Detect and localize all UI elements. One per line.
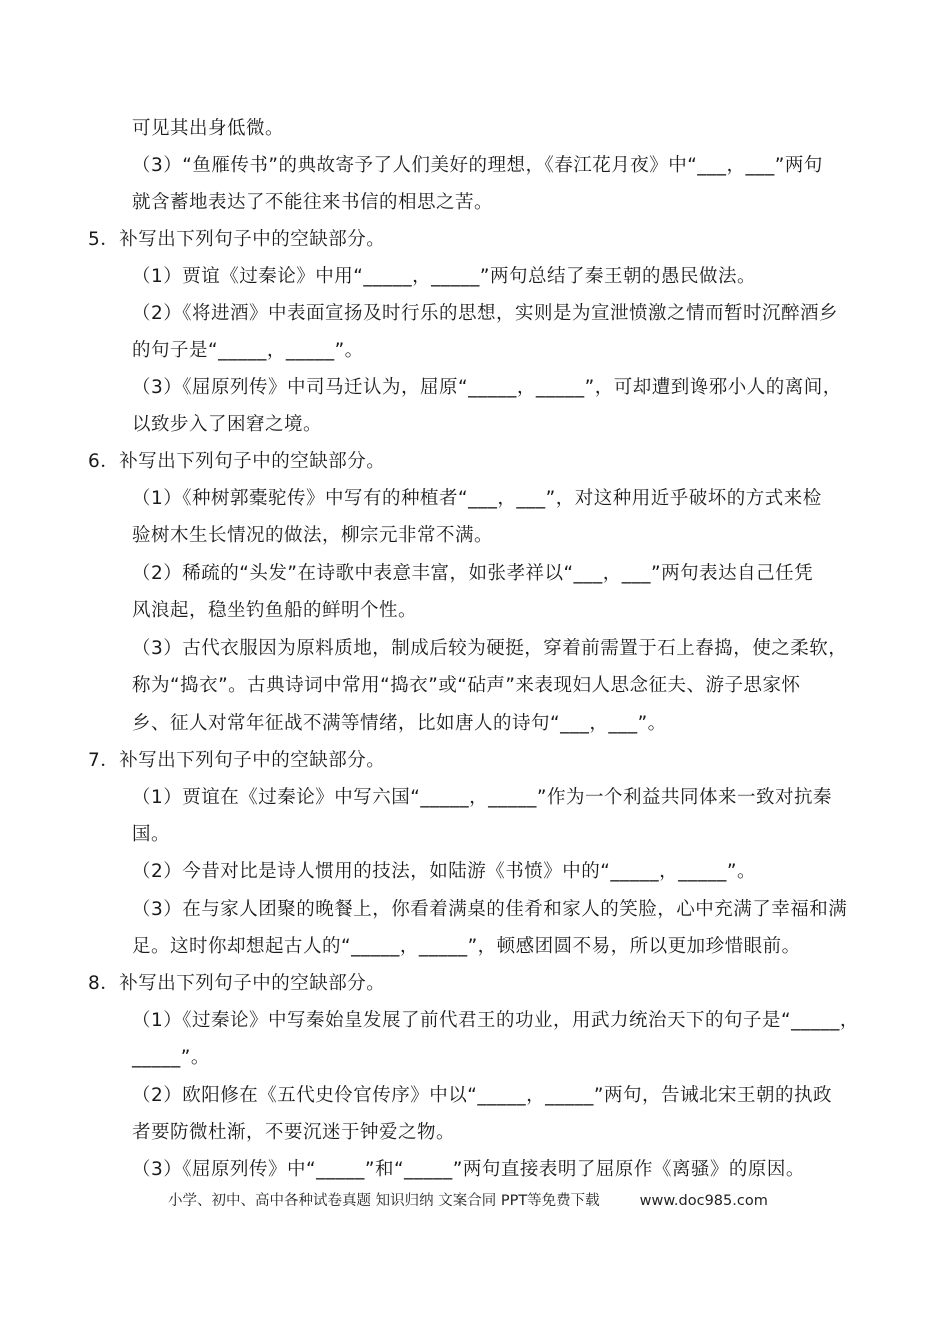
- text-line: （2）《将进酒》中表面宣扬及时行乐的思想，实则是为宣泄愤激之情而暂时沉醉酒乡: [132, 303, 839, 324]
- text-line: （3）《屈原列传》中司马迁认为，屈原“_____，_____”，可却遭到谗邪小人的离间，: [132, 377, 842, 398]
- text-line: （3）《屈原列传》中“_____”和“_____”两句直接表明了屈原作《离骚》的原因。: [132, 1159, 805, 1180]
- text-line: 就含蓄地表达了不能往来书信的相思之苦。: [132, 192, 494, 213]
- text-line: （2）今昔对比是诗人惯用的技法，如陆游《书愤》中的“_____，_____”。: [132, 861, 756, 882]
- text-line: 足。这时你却想起古人的“_____，_____”，顿感团圆不易，所以更加珍惜眼前。: [132, 936, 801, 957]
- question-heading: 5．补写出下列句子中的空缺部分。: [88, 229, 386, 250]
- text-line: （3）在与家人团聚的晚餐上，你看着满桌的佳肴和家人的笑脸，心中充满了幸福和满: [132, 899, 848, 920]
- footer-text: 小学、初中、高中各种试卷真题 知识归纳 文案合同 PPT等免费下载: [168, 1193, 600, 1209]
- text-line: 以致步入了困窘之境。: [132, 414, 323, 435]
- text-line: 者要防微杜渐，不要沉迷于钟爱之物。: [132, 1122, 456, 1143]
- text-line: 可见其出身低微。: [132, 118, 285, 139]
- text-line: 验树木生长情况的做法，柳宗元非常不满。: [132, 525, 494, 546]
- text-line: （3）古代衣服因为原料质地，制成后较为硬挺，穿着前需置于石上舂捣，使之柔软，: [132, 638, 848, 659]
- text-line: 称为“捣衣”。古典诗词中常用“捣衣”或“砧声”来表现妇人思念征夫、游子思家怀: [132, 675, 801, 696]
- text-line: （2）稀疏的“头发”在诗歌中表意丰富，如张孝祥以“___，___”两句表达自己任凭: [132, 563, 814, 584]
- question-heading: 7．补写出下列句子中的空缺部分。: [88, 750, 386, 771]
- text-line: 的句子是“_____，_____”。: [132, 340, 364, 361]
- page-footer: [168, 1190, 768, 1212]
- text-line: （3）“鱼雁传书”的典故寄予了人们美好的理想，《春江花月夜》中“___，___”两句: [132, 155, 823, 176]
- text-line: （1）《过秦论》中写秦始皇发展了前代君王的功业，用武力统治天下的句子是“_____，: [132, 1010, 859, 1031]
- question-heading: 6．补写出下列句子中的空缺部分。: [88, 451, 386, 472]
- text-line: （1）贾谊在《过秦论》中写六国“_____，_____”作为一个利益共同体来一致对抗秦: [132, 787, 832, 808]
- footer-link[interactable]: www.doc985.com: [639, 1193, 768, 1209]
- text-line: （1）《种树郭橐驼传》中写有的种植者“___，___”，对这种用近乎破坏的方式来检: [132, 488, 822, 509]
- text-line: 风浪起，稳坐钓鱼船的鲜明个性。: [132, 600, 418, 621]
- question-heading: 8．补写出下列句子中的空缺部分。: [88, 973, 386, 994]
- text-line: （1）贾谊《过秦论》中用“_____，_____”两句总结了秦王朝的愚民做法。: [132, 266, 756, 287]
- text-line: 国。: [132, 824, 171, 845]
- text-line: 乡、征人对常年征战不满等情绪，比如唐人的诗句“___，___”。: [132, 713, 667, 734]
- text-line: _____”。: [132, 1047, 210, 1068]
- text-line: （2）欧阳修在《五代史伶官传序》中以“_____，_____”两句，告诫北宋王朝的执政: [132, 1085, 832, 1106]
